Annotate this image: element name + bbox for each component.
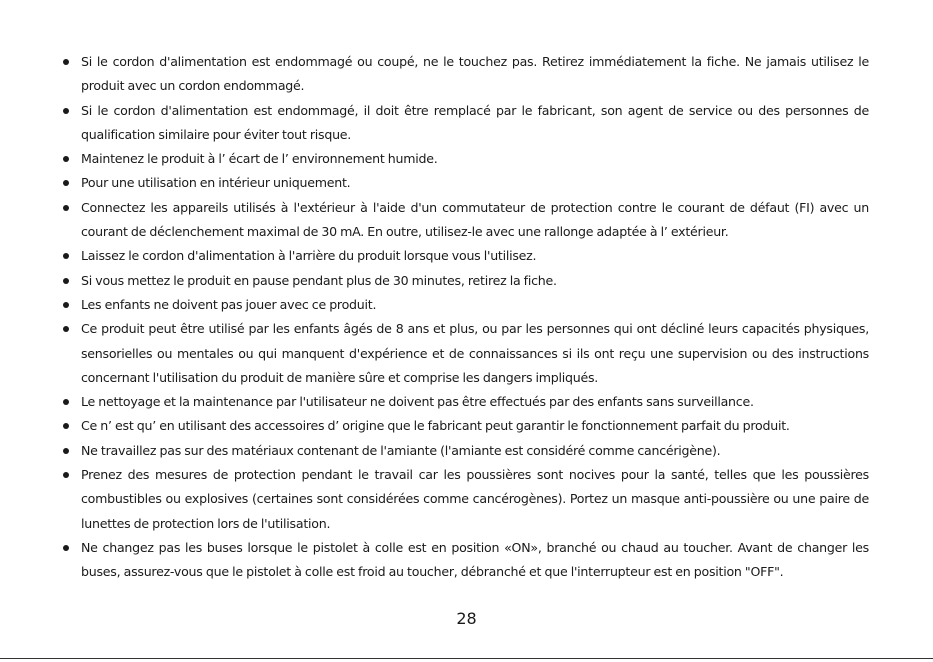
instruction-text: Ce n’ est qu’ en utilisant des accessoires d’ origine que le fabricant peut garantir le fonctionnement parfait du produit. [81,418,790,434]
bullet-icon [63,545,69,551]
bullet-icon [63,423,69,429]
page-number: 28 [456,609,477,628]
instruction-text: Maintenez le produit à l’ écart de l’ environnement humide. [81,151,438,167]
bullet-icon [63,156,69,162]
list-item [81,244,869,268]
list-item [81,414,869,438]
bullet-icon [63,326,69,332]
instruction-text: Si le cordon d'alimentation est endommagé, il doit être remplacé par le fabricant, son agent de service ou des personnes de qualification similaire pour éviter tout risque. [81,102,869,142]
instruction-text: Prenez des mesures de protection pendant le travail car les poussières sont nocives pour la santé, telles que les poussières combustibles ou explosives (certaines sont considérées comme cancérogènes). Portez un masque anti-poussière ou une paire de lunettes de protection lors de l'utilisation. [81,467,869,531]
bullet-icon [63,59,69,65]
safety-instructions-list [81,50,869,585]
bullet-icon [63,448,69,454]
list-item [81,269,869,293]
instruction-text: Si vous mettez le produit en pause pendant plus de 30 minutes, retirez la fiche. [81,272,557,288]
instruction-text: Ne changez pas les buses lorsque le pistolet à colle est en position «ON», branché ou chaud au toucher. Avant de changer les buses, assurez-vous que le pistolet à colle est froid au toucher, débranché et que l'interrupteur est en position "OFF". [81,539,869,580]
bullet-icon [63,180,69,186]
list-item [81,317,869,390]
bullet-icon [63,205,69,211]
list-item [81,147,869,171]
bullet-icon [63,472,69,478]
instruction-text: Laissez le cordon d'alimentation à l'arrière du produit lorsque vous l'utilisez. [81,248,537,264]
bullet-icon [63,302,69,308]
instruction-text: Si le cordon d'alimentation est endommagé ou coupé, ne le touchez pas. Retirez immédiatement la fiche. Ne jamais utilisez le produit avec un cordon endommagé. [81,54,869,94]
instruction-text: Les enfants ne doivent pas jouer avec ce produit. [81,296,377,312]
instruction-text: Ne travaillez pas sur des matériaux contenant de l'amiante (l'amiante est considéré comme cancérigène). [81,442,721,458]
safety-instructions [81,50,869,585]
bullet-icon [63,253,69,259]
list-item [81,536,869,585]
bullet-icon [63,108,69,114]
instruction-text: Connectez les appareils utilisés à l'extérieur à l'aide d'un commutateur de protection contre le courant de défaut (FI) avec un courant de déclenchement maximal de 30 mA. En outre, utilisez-le avec une rallonge adaptée à l’ extérieur. [81,199,869,240]
bottom-divider [0,658,933,659]
list-item [81,99,869,148]
list-item [81,293,869,317]
list-item [81,50,869,99]
instruction-text: Le nettoyage et la maintenance par l'utilisateur ne doivent pas être effectués par des enfants sans surveillance. [81,394,754,410]
list-item [81,463,869,536]
instruction-text: Pour une utilisation en intérieur uniquement. [81,175,351,191]
instruction-text: Ce produit peut être utilisé par les enfants âgés de 8 ans et plus, ou par les personnes qui ont décliné leurs capacités physiques, sensorielles ou mentales ou qui manquent d'expérience et de connaissances si ils ont reçu une supervision ou des instructions concernant l'utilisation du produit de manière sûre et comprise les dangers impliqués. [81,321,869,385]
bullet-icon [63,399,69,405]
list-item [81,196,869,245]
list-item [81,439,869,463]
bullet-icon [63,278,69,284]
list-item [81,390,869,414]
list-item [81,171,869,195]
